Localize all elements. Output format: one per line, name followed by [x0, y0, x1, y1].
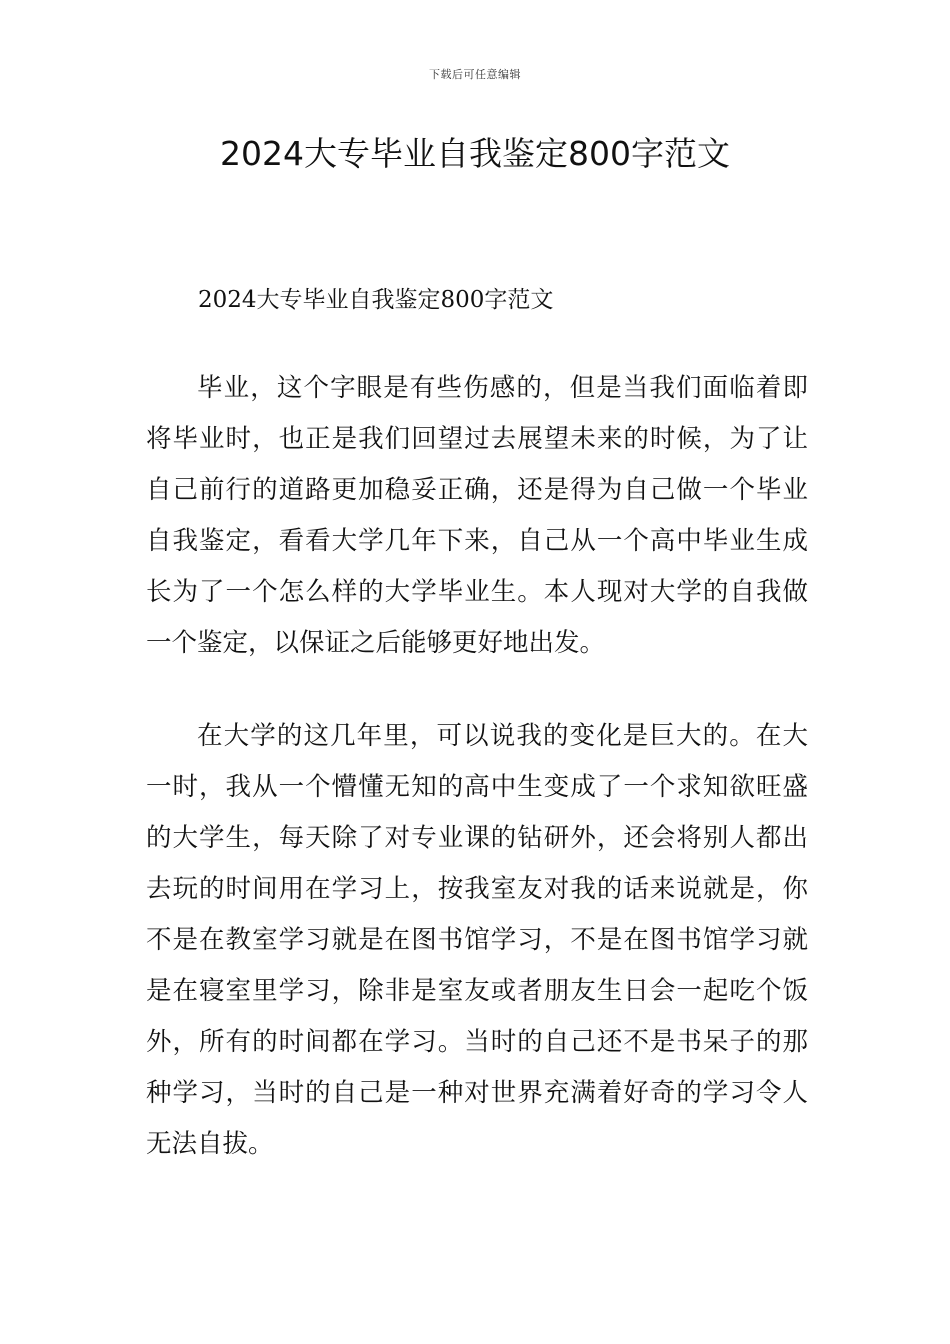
paragraph-1: 毕业，这个字眼是有些伤感的，但是当我们面临着即将毕业时，也正是我们回望过去展望未来的时候，为了让自己前行的道路更加稳妥正确，还是得为自己做一个毕业自我鉴定，看看大学几年下来，自己从一个高中毕业生成长为了一个怎么样的大学毕业生。本人现对大学的自我做一个鉴定，以保证之后能够更好地出发。 — [146, 373, 808, 658]
document-subtitle: 2024大专毕业自我鉴定800字范文 — [198, 287, 554, 313]
paragraph-2: 在大学的这几年里，可以说我的变化是巨大的。在大一时，我从一个懵懂无知的高中生变成了一个求知欲旺盛的大学生，每天除了对专业课的钻研外，还会将别人都出去玩的时间用在学习上，按我室友对我的话来说就是，你不是在教室学习就是在图书馆学习，不是在图书馆学习就是在寝室里学习，除非是室友或者朋友生日会一起吃个饭外，所有的时间都在学习。当时的自己还不是书呆子的那种学习，当时的自己是一种对世界充满着好奇的学习令人无法自拔。 — [146, 721, 808, 1159]
document-body — [146, 282, 808, 1170]
document-title: 2024大专毕业自我鉴定800字范文 — [220, 134, 730, 173]
header-note: 下载后可任意编辑 — [429, 68, 521, 81]
